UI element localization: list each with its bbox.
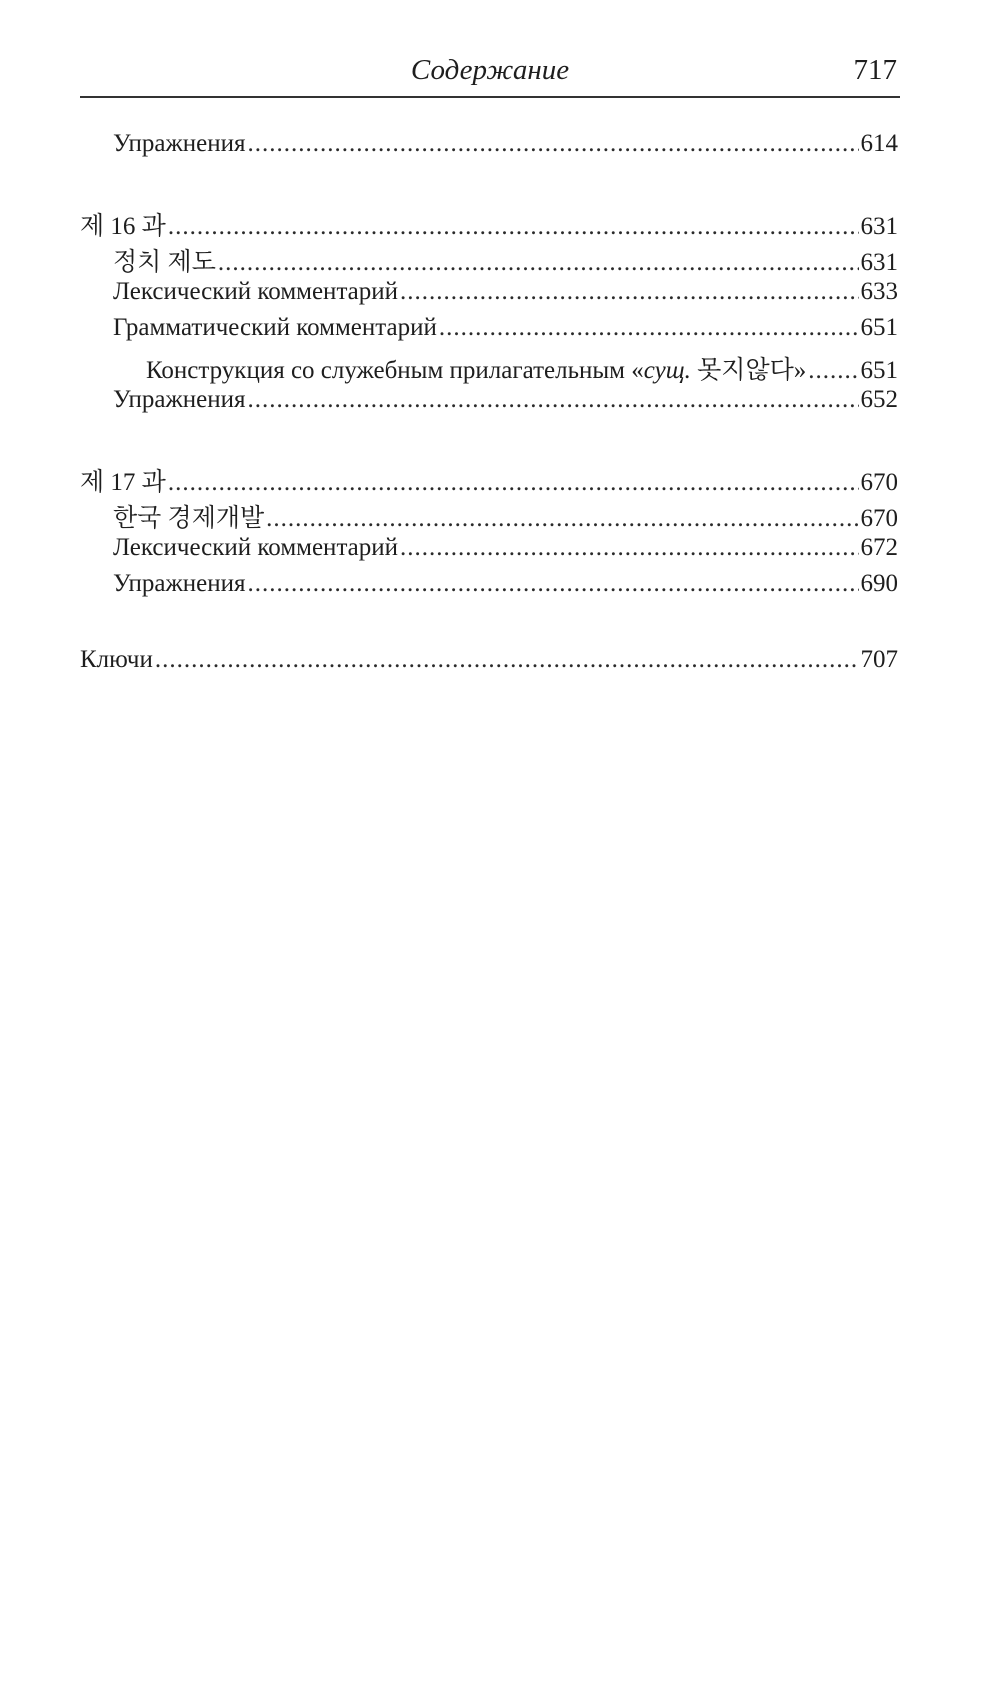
toc-entry-page: 631 bbox=[860, 249, 898, 276]
toc-entry-label: Упражнения bbox=[113, 570, 246, 597]
toc-entry bbox=[80, 278, 898, 314]
toc-entry-page: 672 bbox=[860, 534, 898, 561]
toc-entry bbox=[80, 350, 898, 386]
dot-leader bbox=[400, 534, 858, 562]
toc-entry-page: 651 bbox=[860, 357, 898, 384]
toc-entry bbox=[80, 462, 898, 498]
toc-entry-label: Лексический комментарий bbox=[113, 278, 399, 305]
toc-entry-label bbox=[146, 350, 806, 386]
toc-entry-page: 707 bbox=[860, 646, 898, 673]
toc-label-suffix: 못지않다» bbox=[690, 357, 807, 384]
toc-entry-page: 670 bbox=[860, 469, 898, 496]
toc-entry-label: Упражнения bbox=[113, 386, 246, 413]
toc-entry-label: Грамматический комментарий bbox=[113, 314, 437, 341]
toc-entry bbox=[80, 386, 898, 422]
toc-entry-label: Ключи bbox=[80, 646, 153, 673]
page-number: 717 bbox=[853, 54, 897, 86]
toc-entry-label: 정치 제도 bbox=[113, 249, 216, 276]
running-title: Содержание bbox=[410, 54, 570, 86]
toc-entry-page: 633 bbox=[860, 278, 898, 305]
dot-leader bbox=[439, 314, 859, 342]
toc-group bbox=[80, 206, 898, 422]
toc-entry bbox=[80, 314, 898, 350]
dot-leader bbox=[218, 249, 859, 277]
toc-entry-label: 제 16 과 bbox=[80, 213, 166, 240]
table-of-contents bbox=[80, 130, 898, 722]
toc-entry bbox=[80, 130, 898, 166]
toc-group bbox=[80, 646, 898, 682]
toc-entry bbox=[80, 570, 898, 606]
toc-entry-page: 614 bbox=[860, 130, 898, 157]
toc-entry bbox=[80, 498, 898, 534]
toc-entry bbox=[80, 646, 898, 682]
dot-leader bbox=[400, 278, 858, 306]
dot-leader bbox=[808, 357, 858, 385]
running-header bbox=[80, 52, 900, 98]
toc-entry-label: Лексический комментарий bbox=[113, 534, 399, 561]
dot-leader bbox=[168, 469, 859, 497]
toc-label-prefix: Конструкция со служебным прилагательным « bbox=[146, 357, 644, 384]
dot-leader bbox=[168, 213, 859, 241]
toc-entry-page: 652 bbox=[860, 386, 898, 413]
toc-group bbox=[80, 130, 898, 166]
dot-leader bbox=[247, 570, 858, 598]
toc-entry-page: 651 bbox=[860, 314, 898, 341]
toc-entry-label: 한국 경제개발 bbox=[113, 505, 265, 532]
dot-leader bbox=[247, 130, 858, 158]
dot-leader bbox=[266, 505, 858, 533]
dot-leader bbox=[155, 646, 859, 674]
toc-entry-page: 631 bbox=[860, 213, 898, 240]
toc-entry bbox=[80, 534, 898, 570]
toc-entry-label: 제 17 과 bbox=[80, 469, 166, 496]
toc-group bbox=[80, 462, 898, 606]
dot-leader bbox=[247, 386, 858, 414]
toc-entry-label: Упражнения bbox=[113, 130, 246, 157]
toc-entry bbox=[80, 242, 898, 278]
toc-entry bbox=[80, 206, 898, 242]
toc-entry-page: 670 bbox=[860, 505, 898, 532]
toc-label-italic: сущ. bbox=[643, 357, 691, 384]
toc-entry-page: 690 bbox=[860, 570, 898, 597]
